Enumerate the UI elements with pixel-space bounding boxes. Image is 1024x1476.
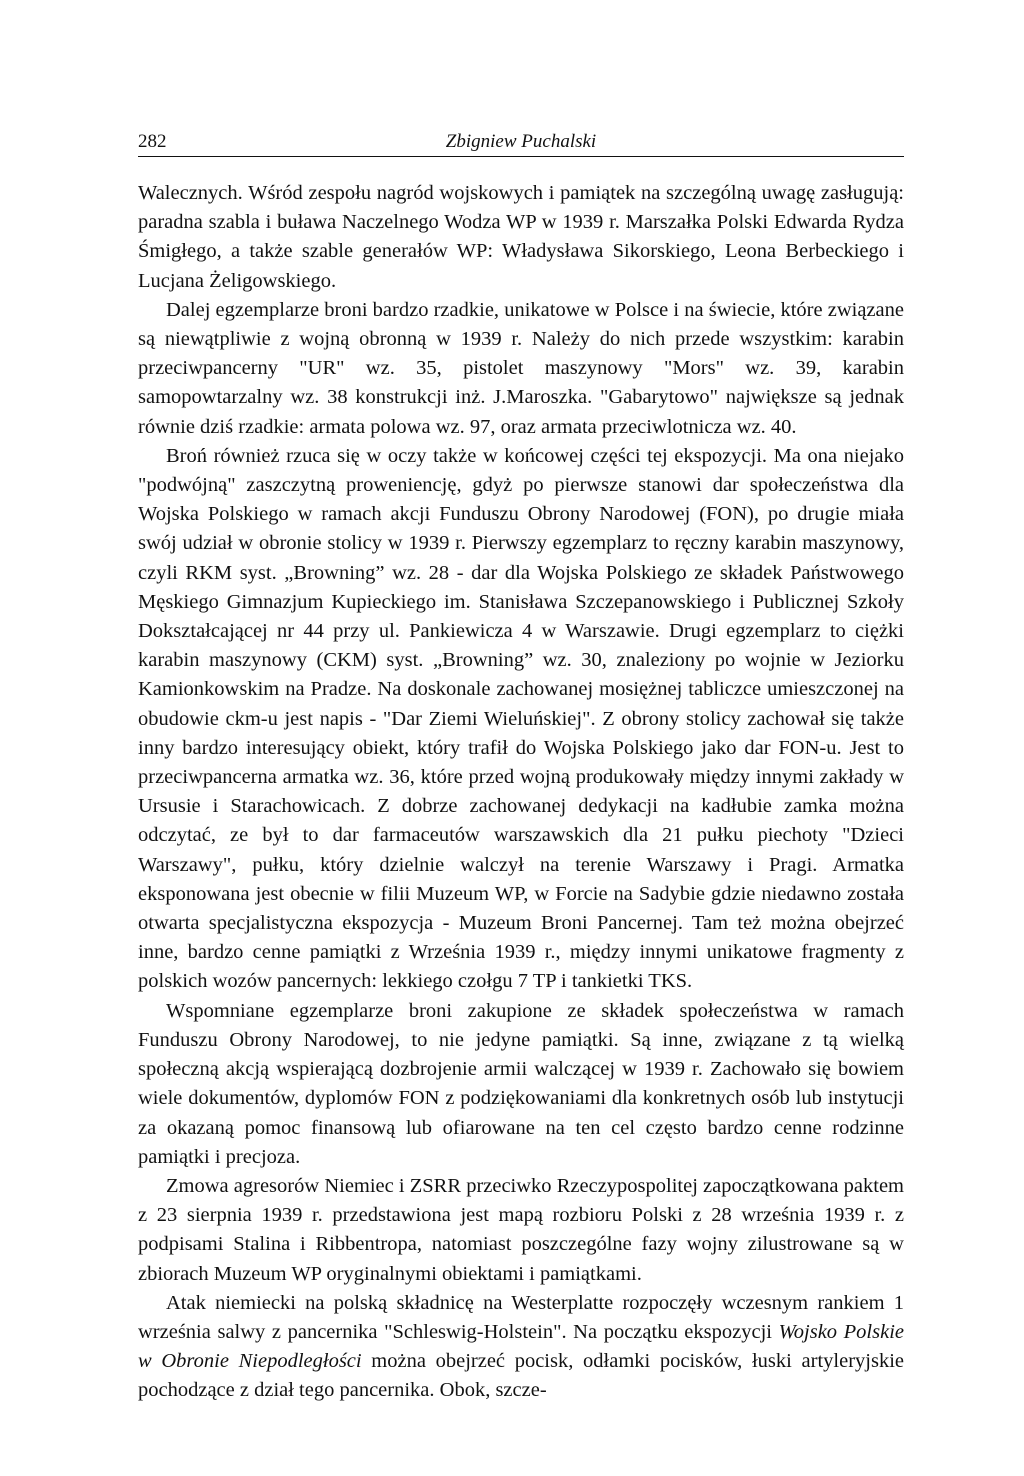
running-header — [138, 126, 904, 157]
header-author-title: Zbigniew Puchalski — [445, 131, 597, 152]
paragraph-2: Dalej egzemplarze broni bardzo rzadkie, unikatowe w Polsce i na świecie, które związane są niewątpliwie z wojną obronną w 1939 r. Należy do nich przede wszystkim: karabin przeciwpancerny "UR" wz. 35, pistolet maszynowy "Mors" wz. 39, karabin samopowtarzalny wz. 38 konstrukcji inż. J.Maroszka. "Gabarytowo" największe są jednak równie dziś rzadkie: armata polowa wz. 97, oraz armata przeciwlotnicza wz. 40. — [138, 298, 904, 438]
paragraph-3: Broń również rzuca się w oczy także w końcowej części tej ekspozycji. Ma ona niejako "podwójną" zaszczytną proweniencję, gdyż po pierwsze stanowi dar społeczeństwa dla Wojska Polskiego w ramach akcji Funduszu Obrony Narodowej (FON), po drugie miała swój udział w obronie stolicy w 1939 r. Pierwszy egzemplarz to ręczny karabin maszynowy, czyli RKM syst. „Browning” wz. 28 - dar dla Wojska Polskiego ze składek Państwowego Męskiego Gimnazjum Kupieckiego im. Stanisława Szczepanowskiego i Publicznej Szkoły Dokształcającej nr 44 przy ul. Pankiewicza 4 w Warszawie. Drugi egzemplarz to ciężki karabin maszynowy (CKM) syst. „Browning” wz. 30, znaleziony po wojnie w Jeziorku Kamionkowskim na Pradze. Na doskonale zachowanej mosiężnej tabliczce umieszczonej na obudowie ckm-u jest napis - "Dar Ziemi Wieluńskiej". Z obrony stolicy zachował się także inny bardzo interesujący obiekt, który trafił do Wojska Polskiego jako dar FON-u. Jest to przeciwpancerna armatka wz. 36, które przed wojną produkowały między innymi zakłady w Ursusie i Starachowicach. Z dobrze zachowanej dedykacji na kadłubie zamka można odczytać, ze był to dar farmaceutów warszawskich dla 21 pułku piechoty "Dzieci Warszawy", pułku, który dzielnie walczył na terenie Warszawy i Pragi. Armatka eksponowana jest obecnie w filii Muzeum WP, w Forcie na Sadybie gdzie niedawno została otwarta specjalistyczna ekspozycja - Muzeum Broni Pancernej. Tam też można obejrzeć inne, bardzo cenne pamiątki z Września 1939 r., między innymi unikatowe fragmenty z polskich wozów pancernych: lekkiego czołgu 7 TP i tankietki TKS. — [138, 444, 904, 993]
paragraph-6-text-before: Atak niemiecki na polską składnicę na Westerplatte rozpoczęły wczesnym rankiem 1 września salwy z pancernika "Schleswig-Holstein". Na początku ekspozycji — [138, 1291, 904, 1343]
paragraph-6 — [138, 1289, 904, 1406]
body-text — [138, 179, 904, 1406]
page-number: 282 — [138, 131, 167, 152]
exhibition-title-italic: Wojsko Polskie w Obronie Niepodległości — [138, 1320, 904, 1373]
document-page — [138, 126, 904, 1466]
paragraph-1: Walecznych. Wśród zespołu nagród wojskowych i pamiątek na szczególną uwagę zasługują: paradna szabla i buława Naczelnego Wodza WP w 1939 r. Marszałka Polski Edwarda Rydza Śmigłego, a także szable generałów WP: Władysława Sikorskiego, Leona Berbeckiego i Lucjana Żeligowskiego. — [138, 182, 904, 292]
paragraph-4: Wspomniane egzemplarze broni zakupione ze składek społeczeństwa w ramach Funduszu Obrony Narodowej, to nie jedyne pamiątki. Są inne, związane z tą wielką społeczną akcją wspierającą dozbrojenie armii walczącej w 1939 r. Zachowało się bowiem wiele dokumentów, dyplomów FON z podziękowaniami dla konkretnych osób lub instytucji za okazaną pomoc finansową lub ofiarowane na ten cel często bardzo cenne rodzinne pamiątki i precjoza. — [138, 999, 904, 1168]
paragraph-5: Zmowa agresorów Niemiec i ZSRR przeciwko Rzeczypospolitej zapoczątkowana paktem z 23 sierpnia 1939 r. przedstawiona jest mapą rozbioru Polski z 28 września 1939 r. z podpisami Stalina i Ribbentropa, natomiast poszczególne fazy wojny zilustrowane są w zbiorach Muzeum WP oryginalnymi obiektami i pamiątkami. — [138, 1174, 904, 1285]
paragraph-6-text-after: można obejrzeć pocisk, odłamki pocisków, łuski artyleryjskie pochodzące z dział tego pancernika. Obok, szcze- — [138, 1350, 904, 1402]
